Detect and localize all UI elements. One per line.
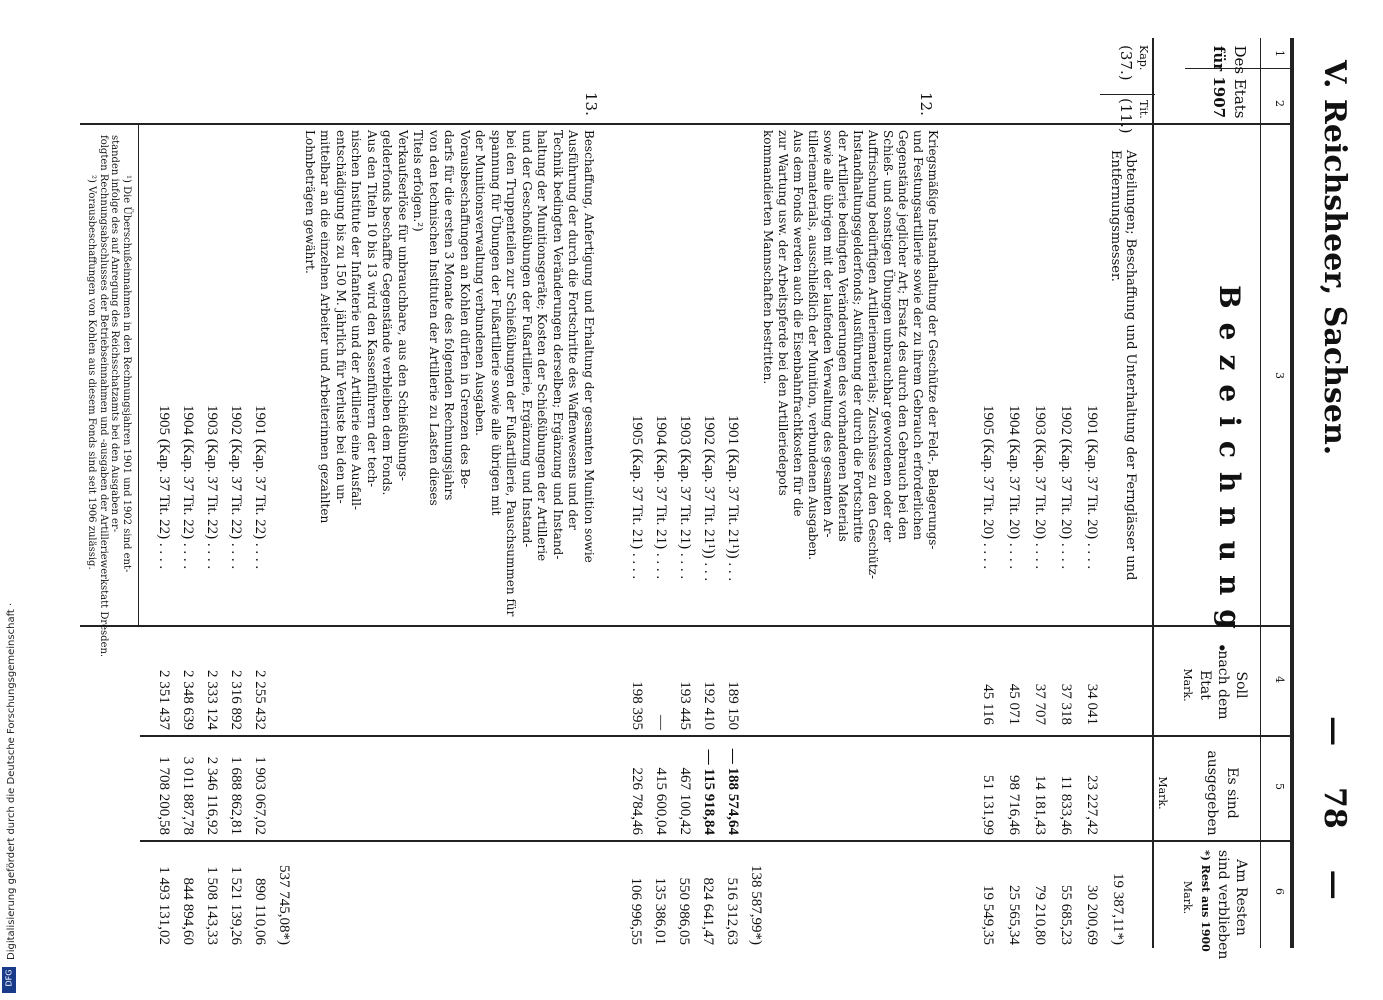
page-number: 78 xyxy=(1317,787,1352,829)
header-kap: Kap. xyxy=(1137,45,1150,71)
column-number: 2 xyxy=(1273,100,1286,107)
section-description: Beschaffung, Anfertigung und Erhaltung der gesamten Munition sowie Ausführung der durch die Fortschritte des Waffenwesens und der Technik bedingten Veränderungen derselben; Ergänzung und Instand- haltung der Munitionsgeräte; Kosten der Schießübungen der Artillerie und der Geschoßübungen der Fußartillerie, Ergänzung und Instand- bei den Truppenteilen zur Schießübungen der Fußartillerie, Pauschsummen für spannung für Übungen der Fußartillerie sowie alle übrigen mit der Munitionsverwaltung verbundenen Ausgaben. Vorausbeschaffungen an Kohlen dürfen in Grenzen des Be- darfs für die ersten 3 Monate des folgenden Rechnungsjahrs von den technischen Instituten der Artillerie zu Lasten dieses Titels erfolgen.²) Verkaufserlöse für unbrauchbare, aus den Schießübungs- gelderfonds beschaffte Gegenstände verbleiben dem Fonds. Aus den Titeln 10 bis 13 wird den Kassenführern der tech- nischen Institute der Infanterie und der Artillerie eine Ausfall- entschädigung bis zu 150 M. jährlich für Verluste bei den un- mittelbar an die einzelnen Arbeiter und Arbeiterinnen gezahlten Lohnbeträgen gewährt. xyxy=(303,130,596,617)
column-number: 6 xyxy=(1273,888,1286,895)
column-number: 3 xyxy=(1273,372,1286,379)
section-kap: (37.) xyxy=(1117,45,1135,81)
ausgegeben-values: 1 903 067,02 1 688 862,81 2 346 116,92 3 011 887,78 1 708 200,58 xyxy=(156,756,268,835)
header-bezeichnung: Bezeichnung. xyxy=(1213,285,1246,667)
soll-values: 189 150 192 410 193 445 — 198 395 xyxy=(629,681,741,730)
reste-values: 138 587,99*) 516 312,63 824 641,47 550 986,05 135 386,01 106 996,55 xyxy=(628,865,764,945)
header-etat: Des Etats für 1907 xyxy=(1210,45,1249,119)
header-tit: Tit. xyxy=(1137,100,1150,119)
page-title: V. Reichsheer, Sachsen. xyxy=(1317,60,1352,456)
header-reste: Am Resten sind verblieben *) Rest aus 1900 Mark. xyxy=(1181,850,1249,960)
soll-values: 2 255 432 2 316 892 2 333 124 2 348 639 2 351 437 xyxy=(156,670,268,730)
column-number: 1 xyxy=(1273,50,1286,57)
footnotes xyxy=(86,135,132,657)
footnote: ²) Vorausbeschaffungen von Kohlen aus diesem Fonds sind seit 1906 zulässig. xyxy=(86,175,98,570)
footnote: standen infolge des auf Anregung des Reichsschatzamts bei den Ausgaben er- xyxy=(109,135,121,533)
column-number-rule xyxy=(1260,38,1261,948)
section-description: Kriegsmäßige Instandhaltung der Geschütze der Feld-, Belagerungs- und Festungsartillerie sowie der zu ihrem Gebrauch erforderlichen Gegenstände jeglicher Art; Ersatz des durch den Gebrauch bei den Schieß- und sonstigen Übungen unbrauchbar gewordenen oder der Auffrischung bedürftigen Artilleriematerials; Zuschüsse zu den Geschütz- Instandhaltungsgelderfonds; Ausführung der durch die Fortschritte der Artillerie bedingten Veränderungen des vorhandenen Materials sowie alle übrigen mit der laufenden Verwaltung des gesamten Ar- tilleriematerials, ausschließlich der Munition, verbundenen Ausgaben. Aus dem Fonds werden auch die Eisenbahnfrachtkosten für die zur Wartung usw. der Arbeitspferde bei den Artilleriedepots kommandierten Mannschaften bestritten. xyxy=(761,130,940,580)
page-header xyxy=(1317,60,1352,900)
column-number: 4 xyxy=(1273,676,1286,683)
ausgegeben-values: 23 227,42 11 833,46 14 181,43 98 716,46 51 131,99 xyxy=(980,775,1100,835)
reste-values: 537 745,08*) 890 110,06 1 521 139,26 1 508 143,33 844 894,60 1 493 131,02 xyxy=(156,865,292,945)
soll-values: 34 041 37 318 37 707 45 071 45 116 xyxy=(980,683,1100,725)
frame-right-border xyxy=(1290,38,1294,948)
reste-values: 19 387,11*) 30 200,69 55 685,23 79 210,80 25 565,34 19 549,35 xyxy=(980,873,1126,945)
col-sep-2 xyxy=(80,123,1290,125)
footnote-rule xyxy=(138,125,139,625)
header-soll: Soll nach dem Etat Mark. xyxy=(1181,650,1249,720)
year-row: 1901 (Kap. 37 Tit. 22) . . . . 1902 (Kap. 37 Tit. 22) . . . . 1903 (Kap. 37 Tit. 22) . . . . 1904 (Kap. 37 Tit. 22) . . . . 1905 (Kap. 37 Tit. 22) . . . . xyxy=(156,405,268,570)
section-tit: (11.) xyxy=(1117,98,1135,134)
column-number: 5 xyxy=(1273,783,1286,790)
section-kap: 12. xyxy=(917,92,935,116)
section-kap: 13. xyxy=(582,92,600,116)
col-sep-5 xyxy=(140,840,1290,842)
ausgegeben-values: — 188 574,64 — 115 918,84 467 100,42 415 600,04 226 784,46 xyxy=(629,748,741,835)
digitization-credit: Digitalisierung gefördert durch die Deutsche Forschungsgemeinschaft · xyxy=(6,602,17,960)
section-description: Abteilungen; Beschaffung und Unterhaltung der Fernglässer und Entfernungsmesser. xyxy=(1108,150,1138,581)
col-sep-kap-tit xyxy=(1100,94,1155,95)
col-sep-3 xyxy=(80,625,1290,627)
year-row: 1901 (Kap. 37 Tit. 20) . . . . 1902 (Kap. 37 Tit. 20) . . . . 1903 (Kap. 37 Tit. 20) . . . . 1904 (Kap. 37 Tit. 20) . . . . 1905 (Kap. 37 Tit. 20) . . . . xyxy=(980,405,1100,570)
header-dash: — xyxy=(1317,716,1352,747)
footnote: ¹) Die Überschußeinnahmen in den Rechnungsjahren 1901 und 1902 sind ent- xyxy=(121,175,132,573)
footnote: folgten Rechnungsabschlusses der Betriebseinnahmen und -ausgaben der Artilleriewerkstatt Dresden. xyxy=(98,135,109,658)
year-row: 1901 (Kap. 37 Tit. 21¹)) . . . 1902 (Kap. 37 Tit. 21¹)) . . . 1903 (Kap. 37 Tit. 21) . . . . 1904 (Kap. 37 Tit. 21) . . . . 1905 (Kap. 37 Tit. 21) . . . . xyxy=(629,415,741,582)
header-dash: — xyxy=(1317,869,1352,900)
dfg-logo: DFG xyxy=(2,967,16,993)
header-ausgegeben: Es sind ausgegeben Mark. xyxy=(1156,750,1240,836)
